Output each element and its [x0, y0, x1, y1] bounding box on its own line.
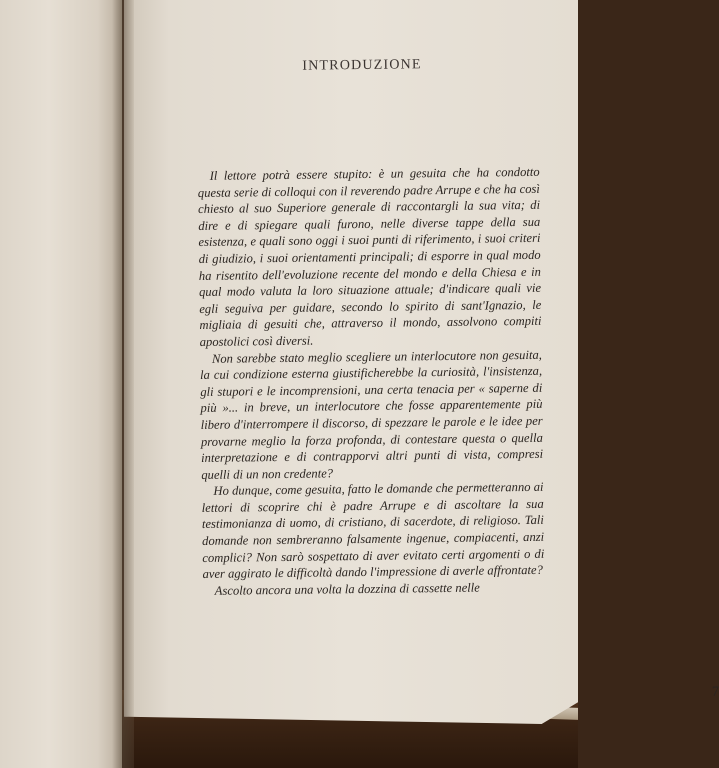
body-text: [198, 164, 545, 600]
left-page: [0, 0, 122, 768]
book-gutter: [112, 0, 134, 768]
paragraph-4: Ascolto ancora una volta la dozzina di cassette nelle: [214, 580, 480, 598]
page-number: 7: [711, 684, 719, 700]
paragraph-1: Il lettore potrà essere stupito: è un gesuita che ha condotto questa serie di colloqui con il reverendo padre Arrupe e che ha così chiesto al suo Superiore generale di raccontargli la sua vita; di dire e di spiegare quali furono, nelle diverse tappe della sua esistenza, e quali sono oggi i suoi punti di riferimento, i suoi criteri di giudizio, i suoi orientamenti principali; di esporre in qual modo ha risentito dell'evoluzione recente del mondo e della Chiesa e in qual modo valuta la loro situazione attuale; d'indicare quali vie egli seguiva per guidare, secondo lo spirito di sant'Ignazio, le migliaia di gesuiti che, attraverso il mondo, assolvono compiti apostolici così diversi.: [197, 164, 542, 349]
paragraph-2: Non sarebbe stato meglio scegliere un interlocutore non gesuita, la cui condizione esterna giustificherebbe la curiosità, l'insistenza, gli stupori e le incomprensioni, una certa tenacia per « saperne di più »... in breve, un interlocutore che fosse apparentemente più libero d'interrompere il discorso, di spezzare le parole e le idee per provarne meglio la forza profonda, di contestare questa o quella interpretazione e di contrapporvi altri punti di vista, compresi quelli di un non credente?: [200, 347, 544, 482]
chapter-heading: INTRODUZIONE: [302, 57, 422, 74]
paragraph-3: Ho dunque, come gesuita, fatto le domande che permetteranno ai lettori di scoprire chi è padre Arrupe e di ascoltare la sua testimonianza di uomo, di cristiano, di sacerdote, di religioso. Tali domande non sembreranno falsamente ingenue, compiacenti, anzi complici? Non sarò sospettato di aver evitato certi argomenti o di aver aggirato le difficoltà dando l'impressione di averle affrontate?: [201, 480, 545, 582]
page-content: [196, 36, 719, 700]
